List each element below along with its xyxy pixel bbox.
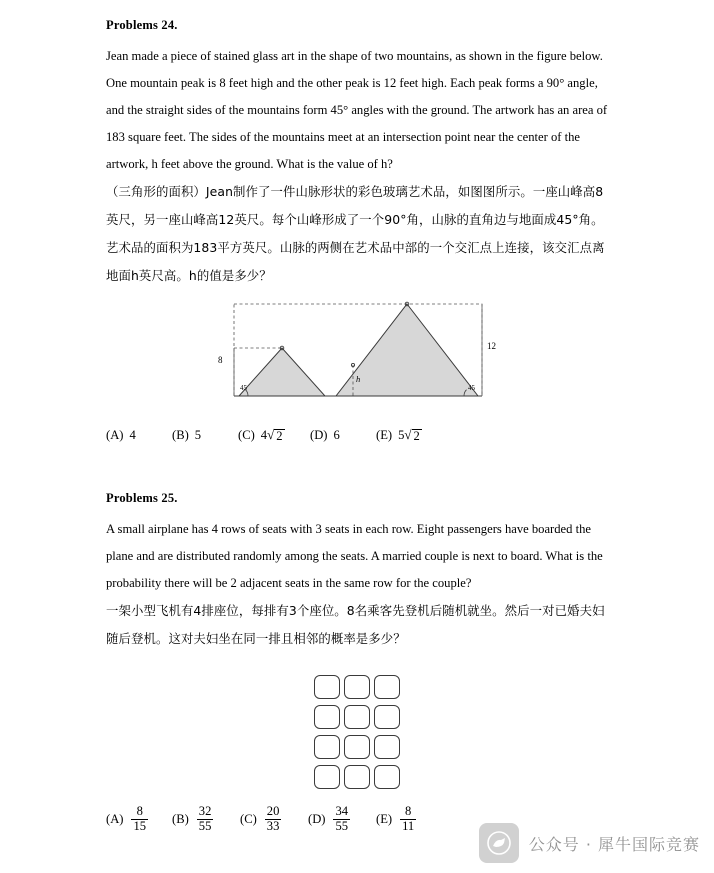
- choice-25-e[interactable]: [376, 805, 416, 834]
- choice-25-a-label: (A): [106, 812, 124, 827]
- seat: [344, 705, 370, 729]
- figure-angle-left-label: 45: [240, 384, 247, 392]
- choice-25-b-numerator: 32: [198, 804, 212, 819]
- seat: [344, 765, 370, 789]
- choice-25-b-label: (B): [172, 812, 189, 827]
- choice-25-e-numerator: 8: [405, 804, 412, 819]
- problem-24-english-line-5: artwork, h feet above the ground. What is the value of h?: [106, 157, 393, 171]
- mountains-figure: [106, 296, 608, 416]
- choice-25-b[interactable]: [172, 805, 240, 834]
- problem-24-chinese-line-2: 英尺，另一座山峰高12英尺。每个山峰形成了一个90°角，山脉的直角边与地面成45°角。: [106, 212, 604, 227]
- problem-24-english-line-4: 183 square feet. The sides of the mountains meet at an intersection point near the center of the: [106, 130, 580, 144]
- seat: [314, 765, 340, 789]
- sqrt-icon-e: [404, 428, 421, 443]
- watermark-text: 公众号 · 犀牛国际竞赛: [528, 834, 700, 854]
- choice-24-e-label: (E): [376, 428, 393, 443]
- choice-25-d[interactable]: [308, 805, 376, 834]
- problem-25-chinese-line-1: 一架小型飞机有4排座位，每排有3个座位。8名乘客先登机后随机就坐。然后一对已婚夫妇: [106, 603, 605, 619]
- choice-25-c-fraction: [265, 805, 282, 834]
- choice-24-a-value: 4: [129, 428, 136, 443]
- figure-right-height-label: 12: [487, 341, 496, 351]
- choice-24-e-radicand: 2: [413, 429, 420, 443]
- choice-25-a[interactable]: [106, 805, 172, 834]
- problem-25-chinese-line-2: 随后登机。这对夫妇坐在同一排且相邻的概率是多少？: [106, 631, 406, 647]
- figure-h-label: h: [356, 374, 361, 384]
- problem-25-english-line-3: probability there will be 2 adjacent seats in the same row for the couple?: [106, 576, 472, 591]
- problem-24-english-line-3: and the straight sides of the mountains form 45° angles with the ground. The artwork has an area of: [106, 103, 608, 117]
- seat-row: [106, 735, 608, 759]
- sqrt-icon-c: [267, 428, 284, 443]
- choice-24-c[interactable]: [238, 428, 310, 443]
- choice-25-a-denominator: 15: [133, 819, 147, 834]
- seat: [344, 735, 370, 759]
- radical-sign-c: √: [267, 427, 275, 442]
- choice-25-d-denominator: 55: [335, 819, 349, 834]
- problem-24-chinese-line-1: （三角形的面积）Jean制作了一件山脉形状的彩色玻璃艺术品，如图图所示。一座山峰高8: [106, 184, 604, 199]
- problem-24-english-line-1: Jean made a piece of stained glass art in the shape of two mountains, as shown in the figure below.: [106, 49, 603, 63]
- choice-25-d-fraction: [333, 805, 350, 834]
- mountains-svg: [106, 296, 608, 416]
- seat: [344, 675, 370, 699]
- choice-25-a-fraction: [131, 805, 148, 834]
- seat: [374, 705, 400, 729]
- choice-24-c-radicand: 2: [276, 429, 283, 443]
- problem-25-english-line-1: A small airplane has 4 rows of seats with 3 seats in each row. Eight passengers have boarded the: [106, 522, 591, 537]
- choice-24-c-label: (C): [238, 428, 255, 443]
- choice-24-c-coefficient: 4: [260, 428, 268, 443]
- choice-24-e-coefficient: 5: [398, 428, 405, 443]
- choice-25-c[interactable]: [240, 805, 308, 834]
- choice-24-d[interactable]: [310, 428, 376, 443]
- problem-24-english-line-2: One mountain peak is 8 feet high and the other peak is 12 feet high. Each peak forms a 90° angle,: [106, 76, 598, 90]
- airplane-seat-grid: [106, 675, 608, 789]
- problem-25-english-line-2: plane and are distributed randomly among the seats. A married couple is next to board. What is the: [106, 549, 603, 564]
- seat-row: [106, 705, 608, 729]
- choice-25-b-denominator: 55: [198, 819, 212, 834]
- watermark-logo-icon: [479, 823, 519, 863]
- choice-25-e-label: (E): [376, 812, 393, 827]
- choice-25-c-denominator: 33: [266, 819, 280, 834]
- choice-25-a-numerator: 8: [136, 804, 143, 819]
- problem-24-chinese-line-4: 地面h英尺高。h的值是多少？: [106, 268, 272, 283]
- seat: [374, 675, 400, 699]
- rhino-logo-icon: [486, 830, 512, 856]
- seat: [314, 705, 340, 729]
- choice-25-e-fraction: [400, 805, 416, 834]
- problem-24-choices: [106, 428, 608, 443]
- seat: [314, 735, 340, 759]
- seat: [374, 765, 400, 789]
- choice-24-b-label: (B): [172, 428, 189, 443]
- choice-24-b-value: 5: [194, 428, 202, 443]
- problem-24-chinese-line-3: 艺术品的面积为183平方英尺。山脉的两侧在艺术品中部的一个交汇点上连接，该交汇点离: [106, 240, 605, 255]
- choice-25-d-label: (D): [308, 812, 326, 827]
- choice-24-d-value: 6: [333, 428, 340, 443]
- radical-sign-e: √: [404, 427, 412, 442]
- seat: [314, 675, 340, 699]
- choice-24-d-label: (D): [310, 428, 328, 443]
- seat-row: [106, 675, 608, 699]
- problem-24-title: Problems 24.: [106, 18, 178, 32]
- choice-24-e[interactable]: [376, 428, 422, 443]
- choice-24-a-label: (A): [106, 428, 124, 443]
- document-content: [106, 18, 608, 834]
- seat-row: [106, 765, 608, 789]
- choice-24-a[interactable]: [106, 428, 172, 443]
- watermark: [479, 823, 700, 863]
- choice-24-b[interactable]: [172, 428, 238, 443]
- choice-25-d-numerator: 34: [335, 804, 349, 819]
- choice-25-b-fraction: [197, 805, 214, 834]
- figure-angle-right-label: 45: [468, 384, 475, 392]
- figure-left-height-label: 8: [218, 355, 223, 365]
- choice-25-c-numerator: 20: [266, 804, 280, 819]
- choice-25-c-label: (C): [240, 812, 257, 827]
- choice-25-e-denominator: 11: [402, 819, 415, 834]
- seat: [374, 735, 400, 759]
- problem-25-title: Problems 25.: [106, 491, 178, 506]
